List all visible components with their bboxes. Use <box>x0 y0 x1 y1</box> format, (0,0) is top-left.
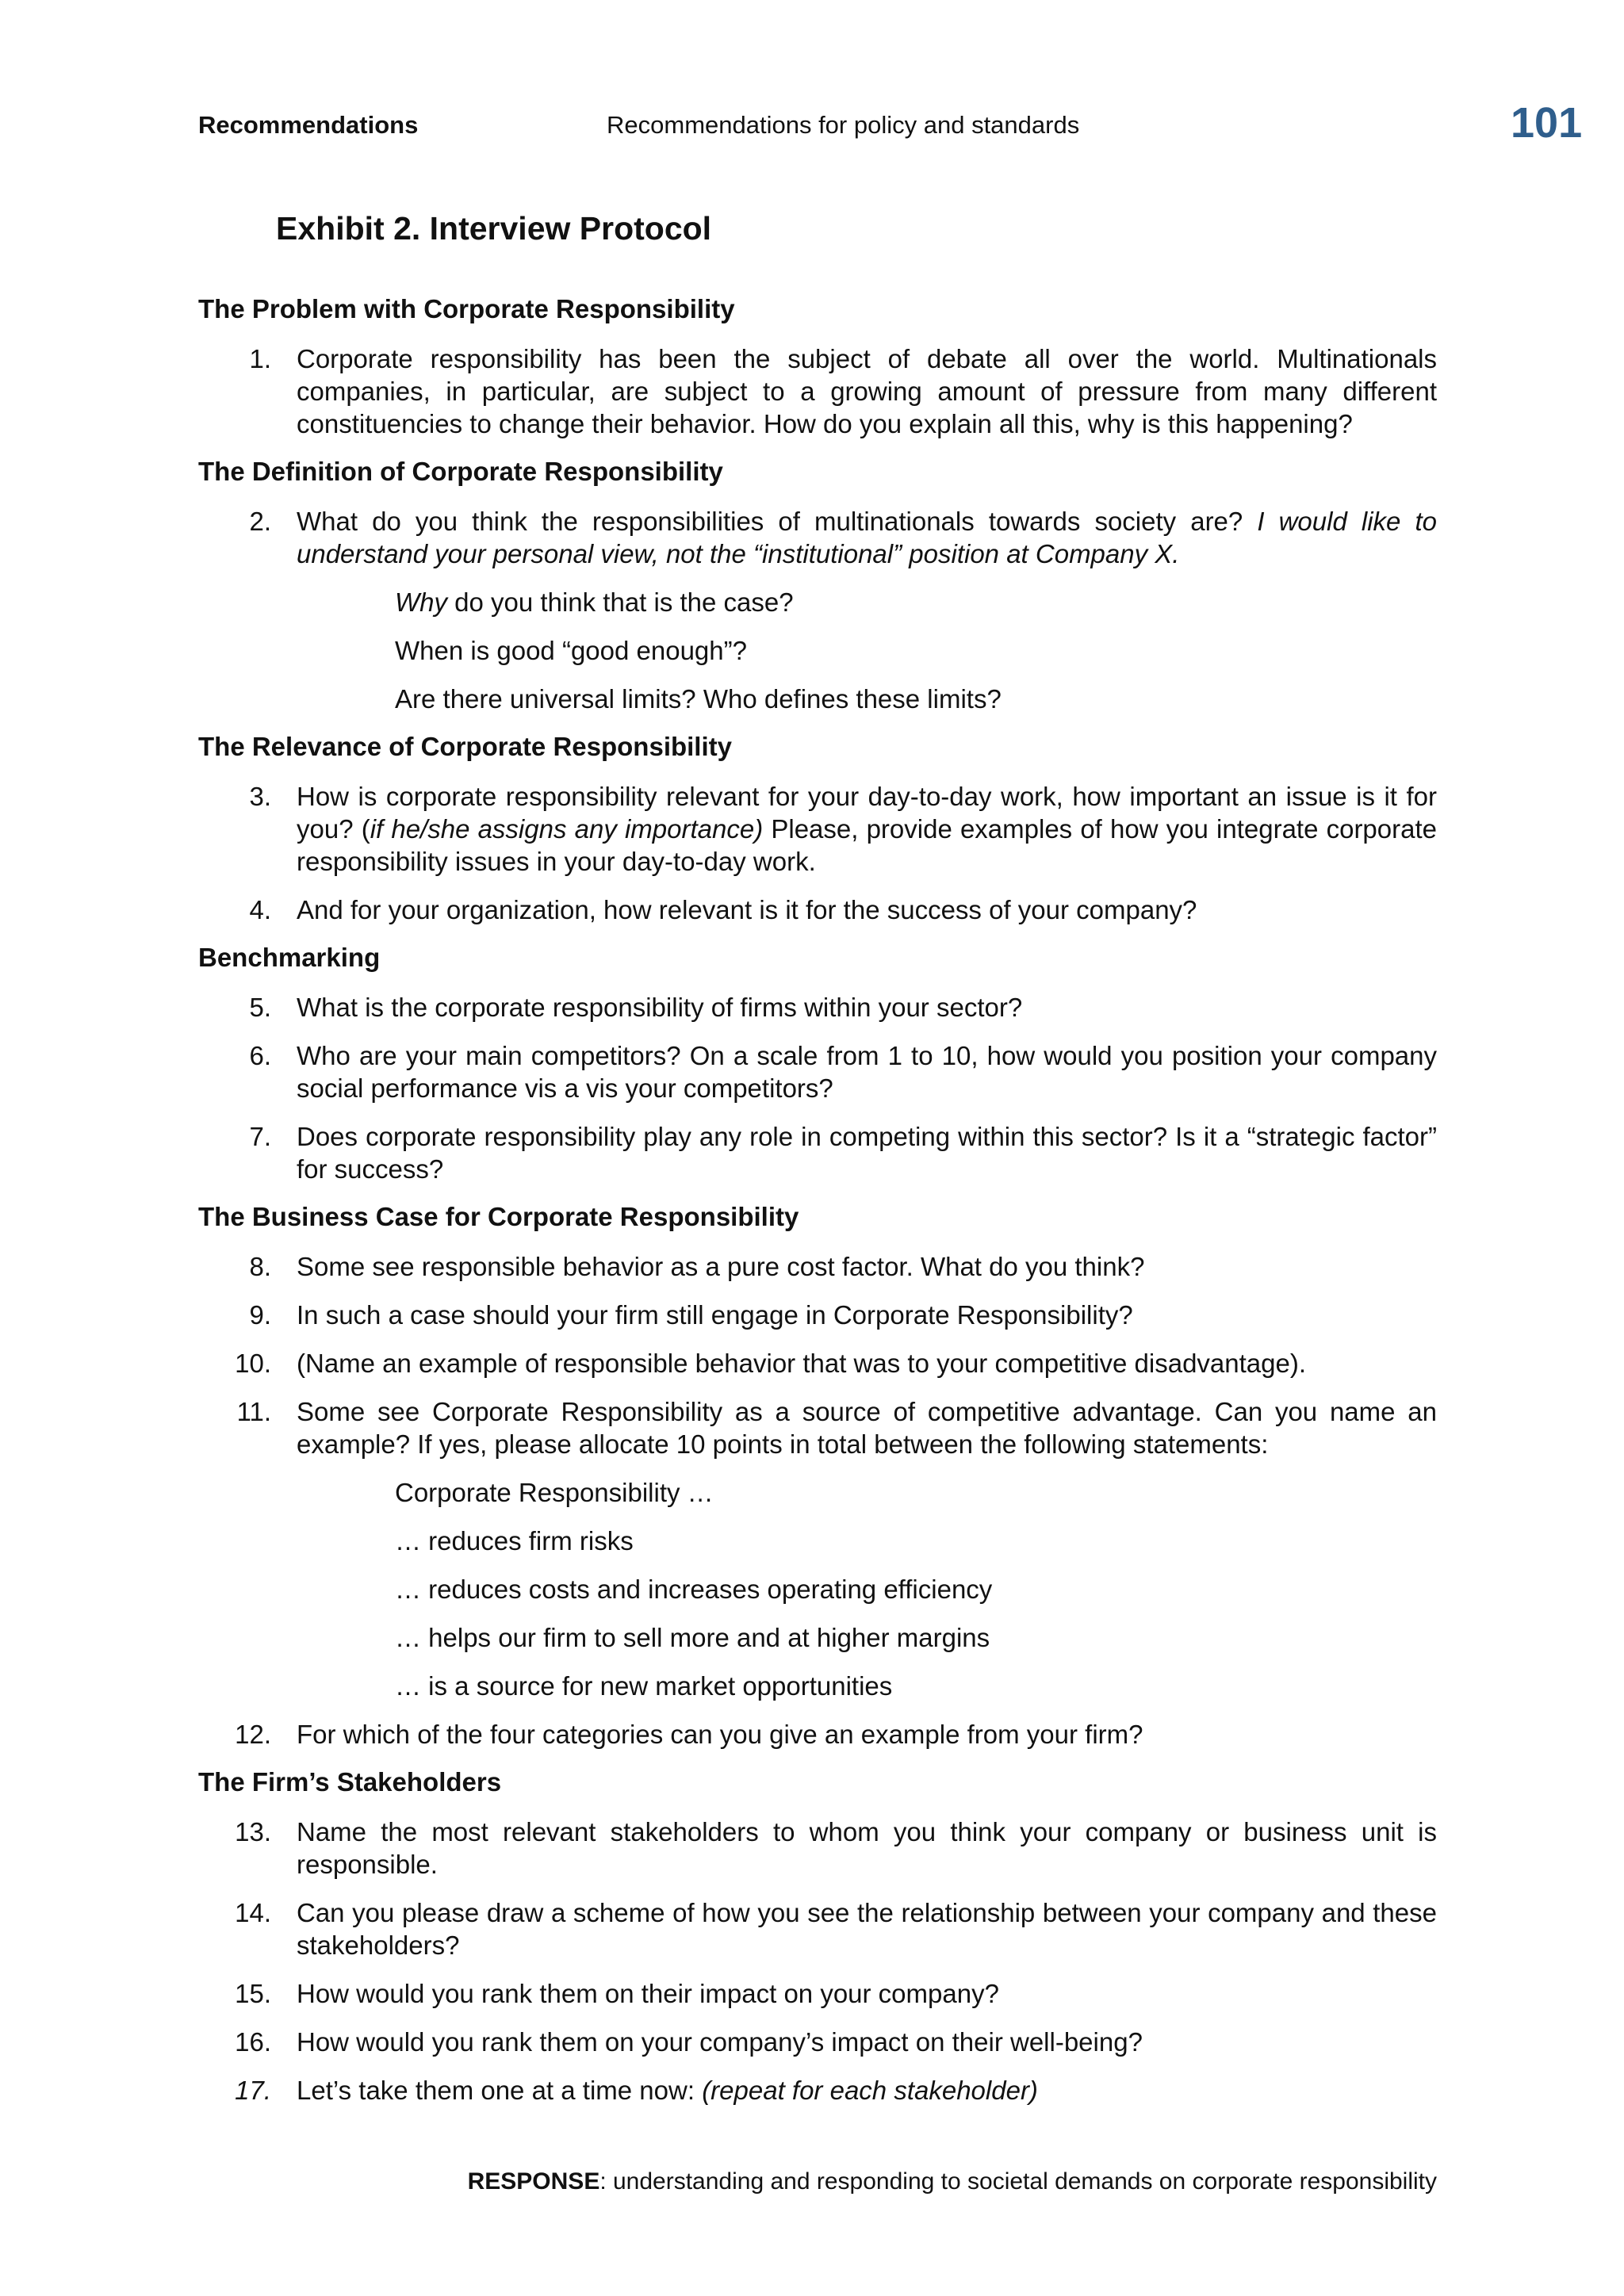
question-item <box>198 2026 1437 2058</box>
footer-project-name: RESPONSE <box>467 2168 600 2195</box>
page-footer <box>468 2168 1437 2195</box>
statement-item: … helps our firm to sell more and at higher margins <box>395 1623 990 1652</box>
question-item <box>198 1816 1437 1881</box>
question-item <box>198 1120 1437 1185</box>
section-heading: The Relevance of Corporate Responsibility <box>198 732 732 761</box>
question-number: 5. <box>249 993 271 1022</box>
page-body <box>198 210 1437 2122</box>
page-header <box>0 0 1624 174</box>
question-item <box>198 1718 1437 1751</box>
question-item <box>198 2074 1437 2107</box>
header-chapter-title: Recommendations for policy and standards <box>607 111 1080 139</box>
question-item <box>198 505 1437 570</box>
sub-question-text: do you think that is the case? <box>447 587 794 617</box>
question-text: How would you rank them on your company’s impact on their well-being? <box>297 2027 1143 2057</box>
question-item <box>198 1395 1437 1460</box>
question-text: Some see responsible behavior as a pure cost factor. What do you think? <box>297 1252 1145 1281</box>
statement-item: … reduces firm risks <box>395 1526 634 1556</box>
question-number: 4. <box>249 895 271 924</box>
question-text: Can you please draw a scheme of how you see the relationship between your company and these stakeholders? <box>297 1898 1437 1960</box>
question-text: (Name an example of responsible behavior that was to your competitive disadvantage). <box>297 1349 1307 1378</box>
question-number: 15. <box>235 1979 271 2008</box>
question-number: 1. <box>249 344 271 373</box>
sub-question: Are there universal limits? Who defines these limits? <box>395 684 1002 714</box>
page-number: 101 <box>1511 99 1583 147</box>
section-heading: The Problem with Corporate Responsibility <box>198 294 735 323</box>
question-number: 17. <box>235 2076 271 2105</box>
sub-question <box>198 586 1437 618</box>
header-section-label: Recommendations <box>198 111 419 139</box>
question-note: if he/she assigns any importance) <box>370 814 764 844</box>
question-text: Some see Corporate Responsibility as a source of competitive advantage. Can you name an example? If yes, please allocate 10 points in total between the following statements: <box>297 1397 1437 1459</box>
question-item <box>198 1250 1437 1283</box>
question-item <box>198 1299 1437 1331</box>
question-number: 2. <box>249 507 271 536</box>
question-item <box>198 1039 1437 1104</box>
question-text: What is the corporate responsibility of firms within your sector? <box>297 993 1023 1022</box>
sub-question-emphasis: Why <box>395 587 447 617</box>
section-heading: The Firm’s Stakeholders <box>198 1767 502 1797</box>
statement-item: … reduces costs and increases operating efficiency <box>395 1575 993 1604</box>
question-number: 3. <box>249 782 271 811</box>
exhibit-title: Exhibit 2. Interview Protocol <box>276 210 712 247</box>
question-item <box>198 342 1437 440</box>
question-note: (repeat for each stakeholder) <box>702 2076 1038 2105</box>
question-number: 16. <box>235 2027 271 2057</box>
question-text: Corporate responsibility has been the subject of debate all over the world. Multinationals companies, in particular, are subject to a growing amount of pressure from many different constituencies to change their behavior. How do you explain all this, why is this happening? <box>297 344 1437 438</box>
footer-project-description: : understanding and responding to societal demands on corporate responsibility <box>599 2168 1437 2195</box>
question-text: Name the most relevant stakeholders to whom you think your company or business unit is responsible. <box>297 1817 1437 1879</box>
question-number: 10. <box>235 1349 271 1378</box>
question-number: 7. <box>249 1122 271 1151</box>
question-text: And for your organization, how relevant is it for the success of your company? <box>297 895 1197 924</box>
question-text: Does corporate responsibility play any role in competing within this sector? Is it a “strategic factor” for success? <box>297 1122 1437 1184</box>
statement-heading: Corporate Responsibility … <box>395 1478 714 1507</box>
question-item <box>198 894 1437 926</box>
question-number: 12. <box>235 1720 271 1749</box>
question-number: 11. <box>236 1397 271 1426</box>
question-item <box>198 1347 1437 1380</box>
section-heading: The Business Case for Corporate Responsibility <box>198 1202 799 1231</box>
question-text: Let’s take them one at a time now: <box>297 2076 703 2105</box>
question-text: What do you think the responsibilities of multinationals towards society are? <box>297 507 1258 536</box>
question-item <box>198 780 1437 878</box>
question-number: 14. <box>235 1898 271 1927</box>
question-number: 8. <box>249 1252 271 1281</box>
question-item <box>198 1977 1437 2010</box>
section-heading: The Definition of Corporate Responsibility <box>198 457 723 486</box>
question-number: 9. <box>249 1300 271 1330</box>
question-text: How would you rank them on their impact on your company? <box>297 1979 999 2008</box>
question-text-continued: Please, provide examples of how you integrate corporate responsibility issues in your day-to-day work. <box>297 814 1438 876</box>
question-item <box>198 991 1437 1024</box>
question-number: 6. <box>249 1041 271 1070</box>
statement-item: … is a source for new market opportunities <box>395 1671 893 1701</box>
question-text: In such a case should your firm still engage in Corporate Responsibility? <box>297 1300 1133 1330</box>
question-item <box>198 1896 1437 1961</box>
question-note: I would like to understand your personal view, not the “institutional” position at Company X. <box>297 507 1437 568</box>
section-heading: Benchmarking <box>198 943 381 972</box>
question-text: How is corporate responsibility relevant for your day-to-day work, how important an issue is it for you? ( <box>297 782 1437 844</box>
question-number: 13. <box>235 1817 271 1846</box>
sub-question: When is good “good enough”? <box>395 636 747 665</box>
question-text: Who are your main competitors? On a scale from 1 to 10, how would you position your company social performance vis a vis your competitors? <box>297 1041 1437 1103</box>
question-text: For which of the four categories can you give an example from your firm? <box>297 1720 1143 1749</box>
